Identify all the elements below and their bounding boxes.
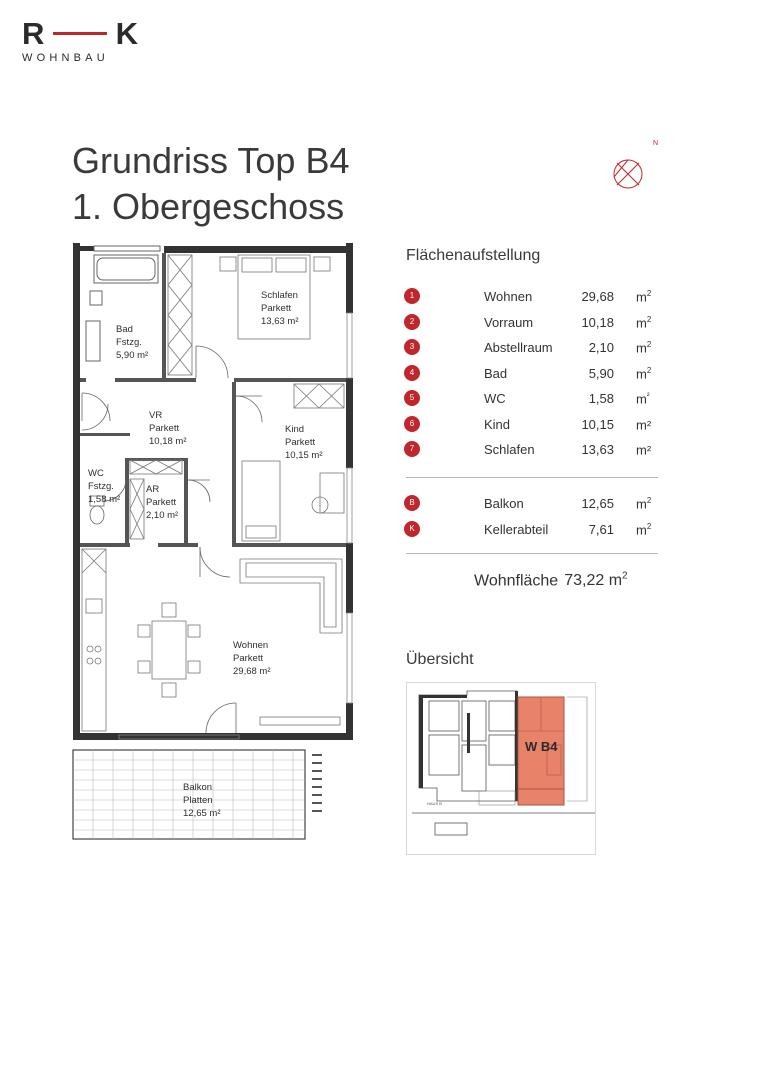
area-row-unit: m² — [636, 442, 652, 458]
label-balkon-area: 12,65 m² — [183, 808, 221, 819]
label-balkon-name: Balkon — [183, 782, 213, 793]
page-title — [72, 138, 349, 230]
label-schlafen-floor: Parkett — [261, 303, 292, 314]
label-vr-area: 10,18 m² — [149, 436, 187, 447]
area-row-value: 2,10 — [588, 340, 614, 355]
area-row-name: Bad — [484, 365, 508, 381]
dining-table — [138, 603, 200, 697]
area-row-value: 12,65 — [581, 496, 614, 511]
area-row-value: 10,18 — [581, 314, 614, 330]
brand-logo — [22, 18, 138, 64]
title-line-1: Grundriss Top B4 — [72, 140, 350, 181]
area-row-number: 4 — [404, 365, 420, 381]
label-ar-floor: Parkett — [146, 497, 177, 508]
area-row-balkon — [404, 492, 658, 518]
label-ar-name: AR — [146, 484, 160, 495]
area-row-unit: $m^2$ — [636, 340, 652, 356]
area-row-name: Balkon — [484, 496, 524, 511]
label-schlafen-area: 13,63 m² — [261, 316, 299, 327]
floor-plan — [70, 243, 360, 843]
area-row-schlafen — [404, 438, 658, 464]
label-ar-area: 2,10 m² — [146, 510, 179, 521]
area-list-heading: Flächenaufstellung — [406, 247, 541, 264]
logo-dash — [53, 32, 107, 35]
area-row-unit: $m^2$ — [636, 289, 652, 305]
area-row-number: K — [404, 521, 420, 537]
area-row-vorraum — [404, 311, 658, 337]
label-wohnen-name: Wohnen — [233, 640, 269, 651]
area-row-name: Vorraum — [484, 314, 534, 330]
area-row-value: 29,68 — [581, 289, 614, 304]
overview-heading: Übersicht — [406, 651, 474, 668]
area-row-number: 1 — [404, 288, 420, 304]
area-row-unit: $m^2$ — [636, 496, 652, 512]
area-row-value: 1,58 — [588, 391, 614, 406]
area-row-unit: $m^2$ — [636, 365, 652, 381]
area-row-unit: m² — [636, 416, 652, 432]
divider — [406, 477, 658, 478]
label-bad-area: 5,90 m² — [116, 350, 149, 361]
area-row-value: 13,63 — [581, 442, 614, 457]
north-compass-icon — [606, 135, 668, 197]
kitchen-counter — [82, 549, 106, 731]
total-label: Wohnfläche — [474, 572, 559, 590]
outer-walls — [73, 243, 353, 740]
area-row-number: 2 — [404, 314, 420, 330]
total-value: 73,22 $m^2$ — [564, 571, 628, 590]
label-wohnen-floor: Parkett — [233, 653, 264, 664]
area-row-name: Kind — [484, 416, 511, 432]
label-kind-name: Kind — [285, 424, 305, 435]
logo-letter-left: R — [22, 16, 45, 51]
sofa — [240, 559, 342, 633]
building-overview — [406, 682, 596, 855]
bedroom-closet — [168, 255, 192, 375]
area-row-name: Wohnen — [484, 289, 533, 304]
area-row-name: Abstellraum — [484, 340, 553, 355]
area-row-unit: $m^2$ — [636, 521, 652, 537]
area-row-unit: $m^{^2}$ — [636, 391, 650, 407]
area-row-name: Kellerabteil — [484, 521, 549, 537]
tv-bench — [260, 717, 340, 725]
label-wohnen-area: 29,68 m² — [233, 666, 271, 677]
label-kind-area: 10,15 m² — [285, 450, 323, 461]
area-row-name: Schlafen — [484, 442, 535, 457]
label-vr-name: VR — [149, 410, 163, 421]
area-row-value: 5,90 — [588, 365, 614, 381]
area-row-kellerabteil — [404, 518, 658, 544]
area-list — [404, 285, 658, 464]
extra-area-list — [404, 492, 658, 543]
area-row-value: 10,15 — [581, 416, 614, 432]
area-row-wohnen — [404, 285, 658, 311]
area-row-number: 6 — [404, 416, 420, 432]
label-schlafen-name: Schlafen — [261, 290, 298, 301]
area-row-bad — [404, 362, 658, 388]
area-row-kind — [404, 413, 658, 439]
area-row-number: 3 — [404, 339, 420, 355]
logo-letter-right: K — [115, 16, 138, 51]
label-wc-area: 1,58 m² — [88, 494, 121, 505]
label-bad-name: Bad — [116, 324, 133, 335]
logo-subtitle: WOHNBAU — [22, 52, 109, 64]
overview-unit-label: W B4 — [525, 739, 558, 754]
area-row-number: 7 — [404, 441, 420, 457]
area-row-abstellraum — [404, 336, 658, 362]
label-vr-floor: Parkett — [149, 423, 180, 434]
label-wc-floor: Fstzg. — [88, 481, 114, 492]
label-bad-floor: Fstzg. — [116, 337, 142, 348]
area-row-unit: $m^2$ — [636, 314, 652, 330]
overview-stair-label: HAUS B — [427, 801, 442, 806]
living-area-total — [474, 571, 628, 590]
label-balkon-floor: Platten — [183, 795, 213, 806]
title-line-2: 1. Obergeschoss — [72, 186, 345, 227]
area-row-name: WC — [484, 391, 506, 406]
compass-north-label: N — [653, 140, 659, 147]
area-row-wc — [404, 387, 658, 413]
divider — [406, 553, 658, 554]
area-row-value: 7,61 — [588, 521, 614, 537]
label-kind-floor: Parkett — [285, 437, 316, 448]
label-wc-name: WC — [88, 468, 104, 479]
area-row-number: 5 — [404, 390, 420, 406]
area-row-number: B — [404, 495, 420, 511]
